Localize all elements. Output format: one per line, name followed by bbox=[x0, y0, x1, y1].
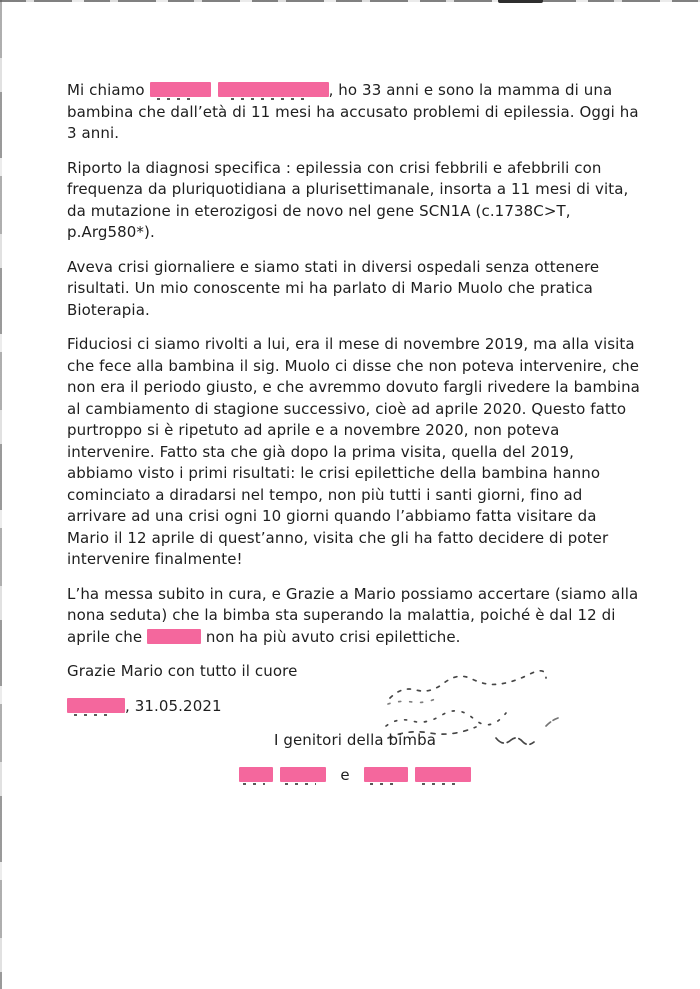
redaction-box bbox=[280, 767, 326, 782]
redaction-box bbox=[67, 698, 125, 713]
text-run: Grazie Mario con tutto il cuore bbox=[67, 662, 298, 680]
scan-edge-top-dark-mark bbox=[498, 0, 543, 3]
redaction-box bbox=[147, 629, 201, 644]
scan-edge-left bbox=[0, 0, 2, 989]
redaction-box bbox=[239, 767, 273, 782]
signature-scribble bbox=[378, 660, 583, 752]
paragraph-hospitals bbox=[67, 257, 643, 322]
text-run: I genitori della bimba bbox=[273, 731, 437, 749]
text-run: , ho 33 anni e sono la mamma di una bambina che dall’età di 11 mesi ha accusato problemi di epilessia. Oggi ha 3 anni. bbox=[67, 81, 639, 142]
text-run: Riporto la diagnosi specifica : epilessia con crisi febbrili e afebbrili con frequenza da pluriquotidiana a plurisettimanale, insorta a 11 mesi di vita, da mutazione in eterozigosi de novo nel gene SCN1A (c.1738C>T, p.Arg580*). bbox=[67, 158, 629, 241]
redaction-box bbox=[364, 767, 408, 782]
text-run: Fiduciosi ci siamo rivolti a lui, era il mese di novembre 2019, ma alla visita che fece alla bambina il sig. Muolo ci disse che non poteva intervenire, che non era il periodo giusto, e che avremmo dovuto fargli rivedere la bambina al cambiamento di stagione successivo, cioè ad aprile 2020. Questo fatto purtroppo si è ripetuto ad aprile e a novembre 2020, non poteva intervenire. Fatto sta che già dopo la prima visita, quella del 2019, abbiamo visto i primi risultati: le crisi epilettiche della bambina hanno cominciato a diradarsi nel tempo, non più tutti i santi giorni, fino ad arrivare ad una crisi ogni 10 giorni quando l’abbiamo fatta visitare da Mario il 12 aprile di quest’anno, visita che gli ha fatto decidere di poter intervenire finalmente! bbox=[67, 335, 640, 568]
paragraph-visits bbox=[67, 334, 643, 571]
text-run: e bbox=[325, 765, 365, 784]
scan-edge-top bbox=[0, 0, 700, 2]
redaction-box bbox=[218, 82, 329, 97]
paragraph-intro bbox=[67, 80, 643, 145]
redaction-box bbox=[150, 82, 211, 97]
paragraph-diagnosis bbox=[67, 158, 643, 244]
paragraph-treatment bbox=[67, 584, 643, 649]
text-run: Aveva crisi giornaliere e siamo stati in diversi ospedali senza ottenere risultati. Un mio conoscente mi ha parlato di Mario Muolo che pratica Bioterapia. bbox=[67, 257, 600, 319]
paragraph-parents-names bbox=[67, 765, 643, 787]
text-run: Mi chiamo bbox=[67, 81, 150, 99]
text-run: non ha più avuto crisi epilettiche. bbox=[201, 627, 461, 646]
text-run: , 31.05.2021 bbox=[125, 696, 222, 715]
redaction-box bbox=[415, 767, 471, 782]
text-run: L’ha messa subito in cura, e Grazie a Mario possiamo accertare (siamo alla nona seduta) che la bimba sta superando la malattia, poiché è dal 12 di aprile che bbox=[67, 584, 639, 646]
